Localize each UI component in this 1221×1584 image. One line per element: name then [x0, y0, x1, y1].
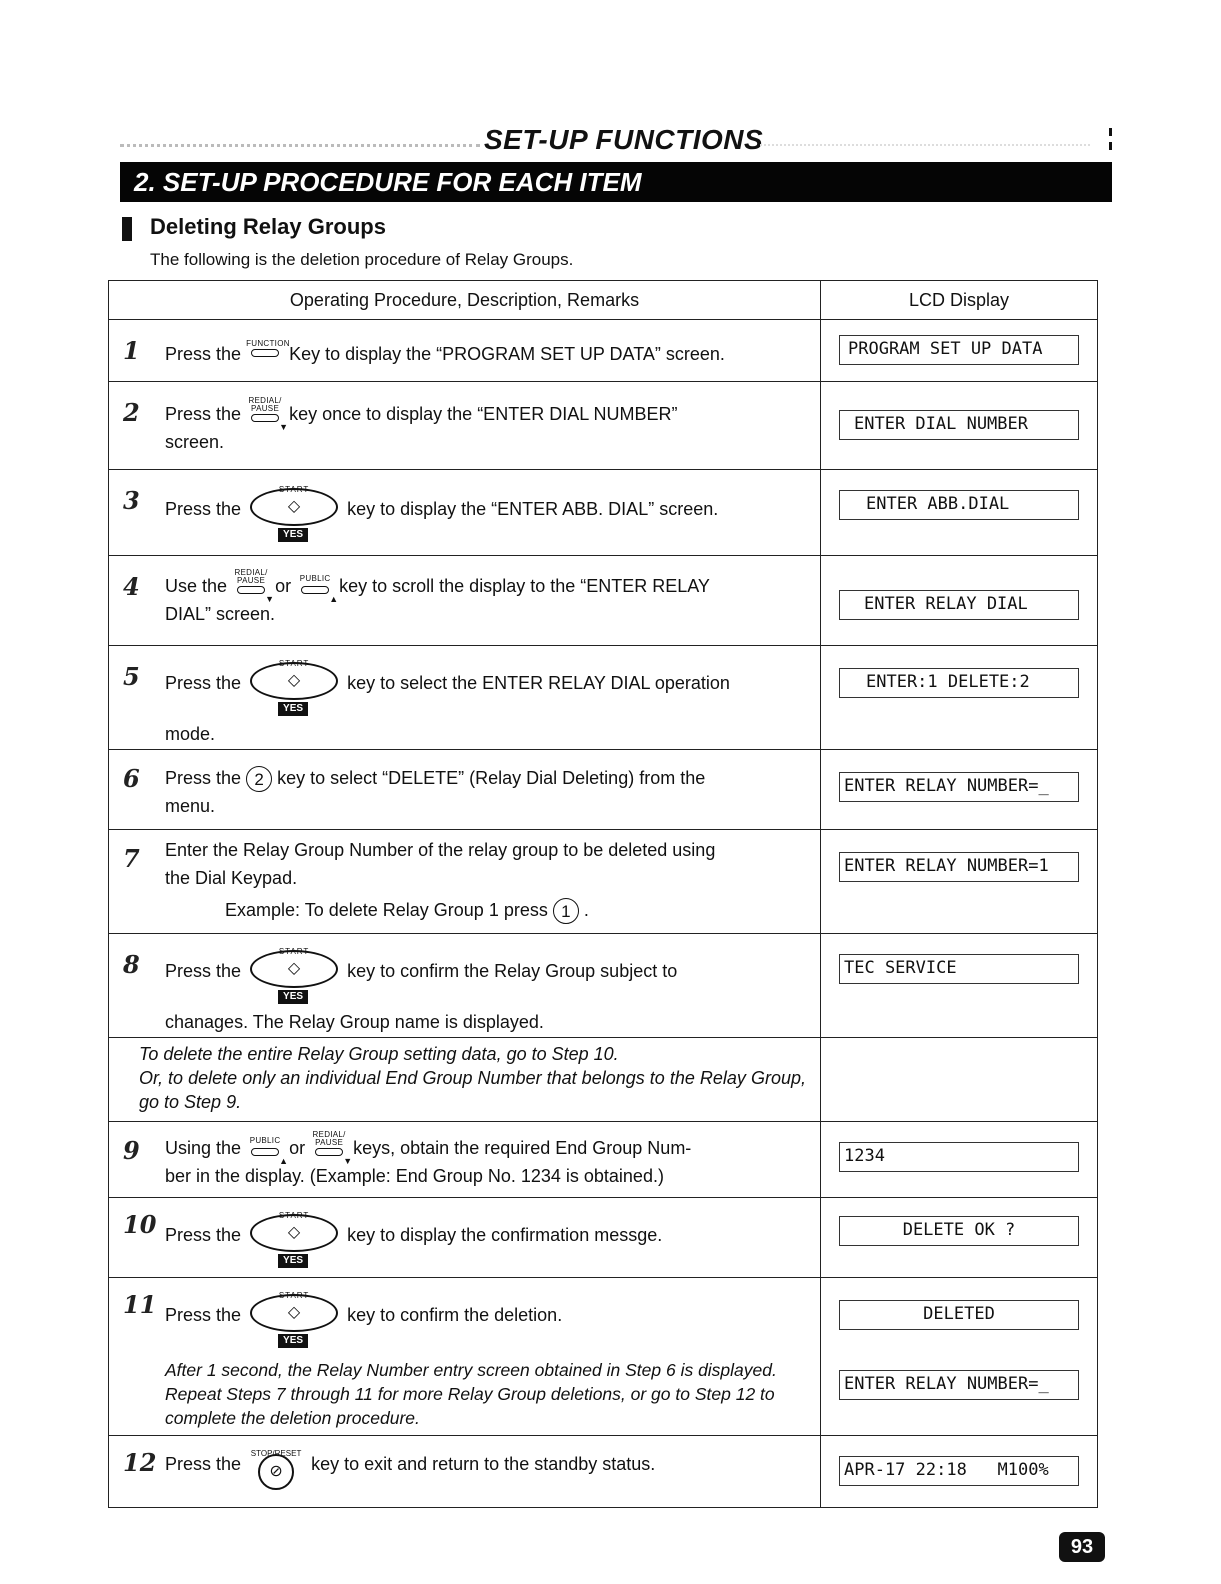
- table-row: [109, 319, 1097, 381]
- dial-key-1-icon: 1: [553, 898, 579, 924]
- step-number: 12: [123, 1448, 157, 1477]
- table-row: [109, 829, 1097, 933]
- redial-pause-key-icon: REDIAL/ PAUSE ▼: [248, 396, 289, 432]
- step-text-continued: mode.: [165, 724, 216, 744]
- subsection-title: Deleting Relay Groups: [150, 214, 386, 239]
- header-edge-mark: [1109, 128, 1112, 152]
- procedure-table: [108, 280, 1098, 1508]
- note-text: To delete the entire Relay Group setting data, go to Step 10. Or, to delete only an individual End Group Number that belongs to the Relay Group, go to Step 9.: [139, 1044, 806, 1112]
- function-key-icon: FUNCTION: [246, 336, 284, 366]
- public-key-icon: PUBLIC ▲: [249, 1136, 289, 1166]
- page-number: 93: [1059, 1532, 1105, 1562]
- start-yes-key-icon: START ◇ YES: [246, 476, 342, 544]
- step-text: Press the START ◇ YES key to display the confirmation messge.: [165, 1202, 806, 1270]
- table-row: [109, 555, 1097, 645]
- step-text: Press the REDIAL/ PAUSE ▼ key once to display the “ENTER DIAL NUMBER” screen.: [165, 396, 678, 452]
- table-row: [109, 749, 1097, 829]
- lcd-display: ENTER:1 DELETE:2: [839, 668, 1079, 698]
- table-row: [109, 933, 1097, 1037]
- lcd-display: DELETE OK ?: [839, 1216, 1079, 1246]
- lcd-display-next: ENTER RELAY NUMBER=_: [839, 1370, 1079, 1400]
- running-header: [120, 124, 1112, 160]
- step-number: 4: [123, 572, 140, 601]
- subsection-bullet: [122, 217, 132, 241]
- table-header-row: [109, 281, 1097, 319]
- lcd-display: ENTER DIAL NUMBER: [839, 410, 1079, 440]
- redial-pause-key-icon: REDIAL/ PAUSE ▼: [312, 1130, 353, 1166]
- lcd-display: ENTER RELAY DIAL: [839, 590, 1079, 620]
- step-number: 5: [123, 662, 140, 691]
- step-text: Using the PUBLIC ▲ or REDIAL/ PAUSE ▼ keys, obtain the required End Group Num- ber in the display. (Example: End Group No. 1234 is obtained.): [165, 1130, 692, 1186]
- lcd-display: DELETED: [839, 1300, 1079, 1330]
- step-text: Enter the Relay Group Number of the relay group to be deleted using the Dial Keypad.: [165, 840, 716, 888]
- step-text: Press the STOP/RESET ⊘ key to exit and return to the standby status.: [165, 1440, 806, 1490]
- step-number: 2: [123, 398, 140, 427]
- lcd-display: TEC SERVICE: [839, 954, 1079, 984]
- intro-text: The following is the deletion procedure of Relay Groups.: [150, 250, 574, 269]
- step-text: Press the START ◇ YES key to confirm the deletion.: [165, 1282, 806, 1350]
- table-row: [109, 381, 1097, 469]
- step-example: Example: To delete Relay Group 1 press 1 .: [225, 896, 806, 924]
- step-number: 10: [123, 1210, 157, 1239]
- step-number: 6: [123, 764, 140, 793]
- redial-pause-key-icon: REDIAL/ PAUSE ▼: [234, 568, 275, 604]
- header-dotted-rule-left: [120, 144, 480, 147]
- public-key-icon: PUBLIC ▲: [299, 574, 339, 604]
- step-text: Press the START ◇ YES key to display the “ENTER ABB. DIAL” screen.: [165, 476, 806, 544]
- lcd-display: PROGRAM SET UP DATA: [839, 335, 1079, 365]
- section-title: 2. SET-UP PROCEDURE FOR EACH ITEM: [120, 162, 1112, 202]
- step-text: Press the START ◇ YES key to select the ENTER RELAY DIAL operation: [165, 650, 806, 718]
- stop-reset-key-icon: STOP/RESET ⊘: [246, 1440, 306, 1490]
- table-row: [109, 1197, 1097, 1277]
- start-yes-key-icon: START ◇ YES: [246, 938, 342, 1006]
- start-yes-key-icon: START ◇ YES: [246, 1282, 342, 1350]
- step-number: 11: [123, 1290, 157, 1319]
- table-row: [109, 645, 1097, 749]
- step-number: 1: [123, 336, 140, 365]
- start-yes-key-icon: START ◇ YES: [246, 650, 342, 718]
- lcd-display: ENTER RELAY NUMBER=_: [839, 772, 1079, 802]
- table-row: [109, 469, 1097, 555]
- step-text: Press the FUNCTION Key to display the “PROGRAM SET UP DATA” screen.: [165, 336, 806, 368]
- table-row: [109, 1435, 1097, 1507]
- step-number: 3: [123, 486, 140, 515]
- col-header-lcd: LCD Display: [908, 290, 1010, 310]
- step-text: Press the START ◇ YES key to confirm the Relay Group subject to: [165, 938, 806, 1006]
- running-title: SET-UP FUNCTIONS: [484, 124, 764, 155]
- lcd-display: ENTER ABB.DIAL: [839, 490, 1079, 520]
- step-number: 8: [123, 950, 140, 979]
- start-yes-key-icon: START ◇ YES: [246, 1202, 342, 1270]
- table-row: [109, 1277, 1097, 1435]
- step-text: Use the REDIAL/ PAUSE ▼ or PUBLIC ▲ key to scroll the display to the “ENTER RELAY DIAL” screen.: [165, 568, 710, 624]
- col-header-procedure: Operating Procedure, Description, Remarks: [109, 281, 821, 319]
- header-dotted-rule-right: [760, 144, 1090, 146]
- step-note: After 1 second, the Relay Number entry screen obtained in Step 6 is displayed. Repeat Steps 7 through 11 for more Relay Group deletions, or go to Step 12 to complete the deletion procedure.: [165, 1360, 777, 1428]
- lcd-display: 1234: [839, 1142, 1079, 1172]
- step-number: 7: [123, 844, 140, 873]
- lcd-display: ENTER RELAY NUMBER=1: [839, 852, 1079, 882]
- table-row: [109, 1121, 1097, 1197]
- dial-key-2-icon: 2: [246, 766, 272, 792]
- lcd-display: APR-17 22:18 M100%: [839, 1456, 1079, 1486]
- table-row-note: [109, 1037, 1097, 1121]
- step-number: 9: [123, 1136, 140, 1165]
- step-text-continued: chanages. The Relay Group name is displayed.: [165, 1012, 544, 1032]
- step-text: Press the 2 key to select “DELETE” (Relay Dial Deleting) from the menu.: [165, 768, 706, 817]
